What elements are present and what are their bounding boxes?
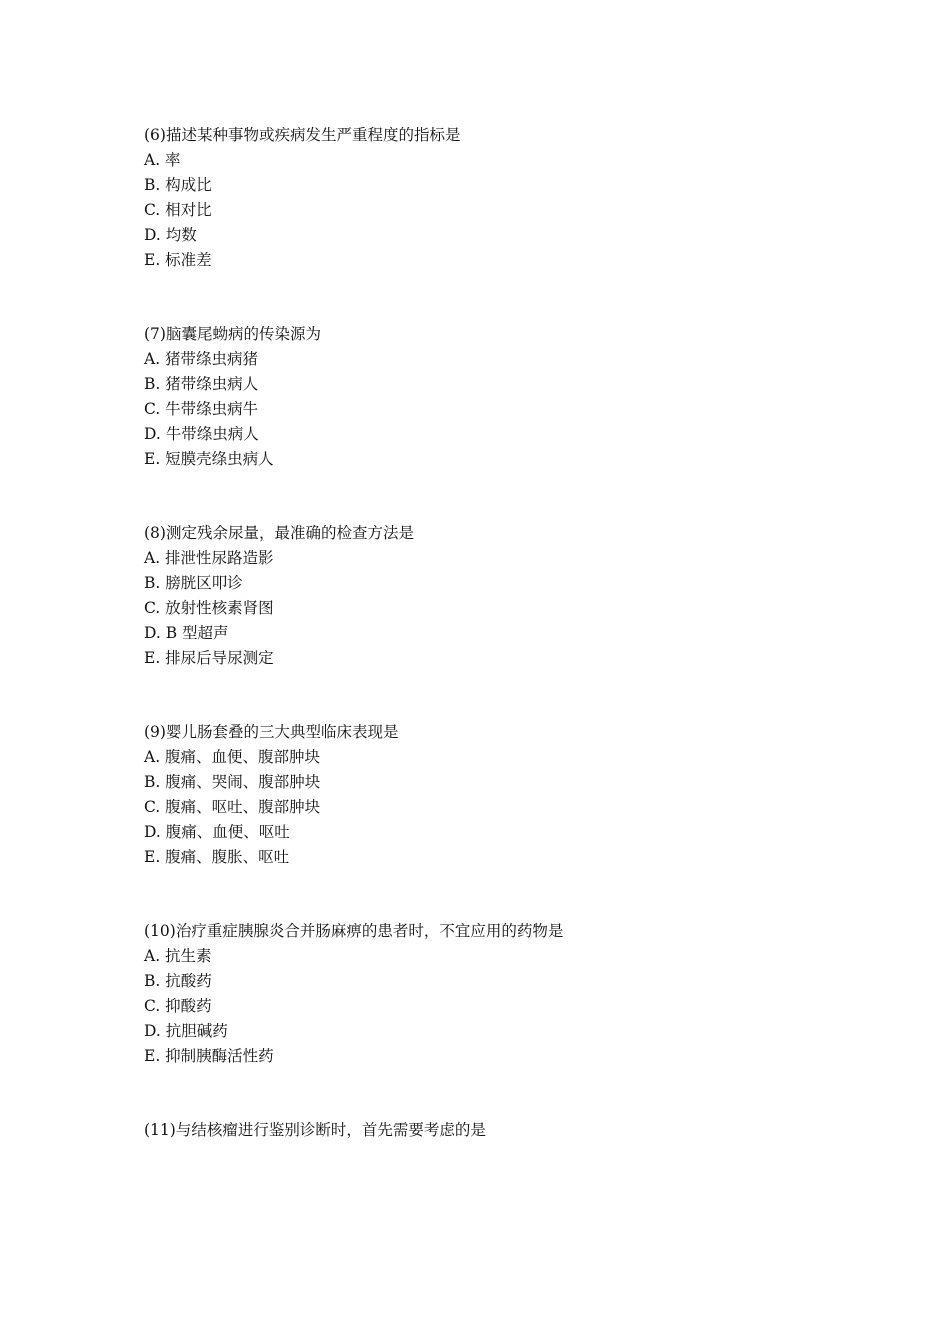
document-page [144,123,844,1143]
question-stem: (9)婴儿肠套叠的三大典型临床表现是 [144,723,399,741]
answer-option: E. 排尿后导尿测定 [144,649,274,667]
answer-option: C. 腹痛、呕吐、腹部肿块 [144,798,321,816]
question-7 [144,322,844,472]
answer-option: A. 腹痛、血便、腹部肿块 [144,748,321,766]
answer-option: B. 抗酸药 [144,972,212,990]
answer-option: B. 构成比 [144,176,212,194]
answer-option: C. 放射性核素肾图 [144,599,274,617]
answer-option: E. 标准差 [144,251,212,269]
answer-option: D. 均数 [144,226,197,244]
answer-option: D. 抗胆碱药 [144,1022,228,1040]
answer-option: E. 抑制胰酶活性药 [144,1047,274,1065]
answer-option: E. 腹痛、腹胀、呕吐 [144,848,290,866]
question-stem: (7)脑囊尾蚴病的传染源为 [144,325,321,343]
answer-option: A. 排泄性尿路造影 [144,549,274,567]
answer-option: C. 抑酸药 [144,997,212,1015]
question-stem: (11)与结核瘤进行鉴别诊断时，首先需要考虑的是 [144,1121,486,1139]
question-9 [144,720,844,870]
answer-option: A. 抗生素 [144,947,212,965]
answer-option: E. 短膜壳绦虫病人 [144,450,274,468]
answer-option: A. 猪带绦虫病猪 [144,350,259,368]
answer-option: C. 牛带绦虫病牛 [144,400,259,418]
question-stem: (6)描述某种事物或疾病发生严重程度的指标是 [144,126,461,144]
answer-option: C. 相对比 [144,201,212,219]
answer-option: D. B 型超声 [144,624,229,642]
question-8 [144,521,844,671]
answer-option: B. 腹痛、哭闹、腹部肿块 [144,773,321,791]
answer-option: D. 牛带绦虫病人 [144,425,259,443]
answer-option: B. 膀胱区叩诊 [144,574,243,592]
question-stem: (10)治疗重症胰腺炎合并肠麻痹的患者时，不宜应用的药物是 [144,922,564,940]
question-stem: (8)测定残余尿量，最准确的检查方法是 [144,524,414,542]
answer-option: A. 率 [144,151,181,169]
answer-option: D. 腹痛、血便、呕吐 [144,823,290,841]
question-11 [144,1118,844,1143]
answer-option: B. 猪带绦虫病人 [144,375,259,393]
question-6 [144,123,844,273]
question-10 [144,919,844,1069]
